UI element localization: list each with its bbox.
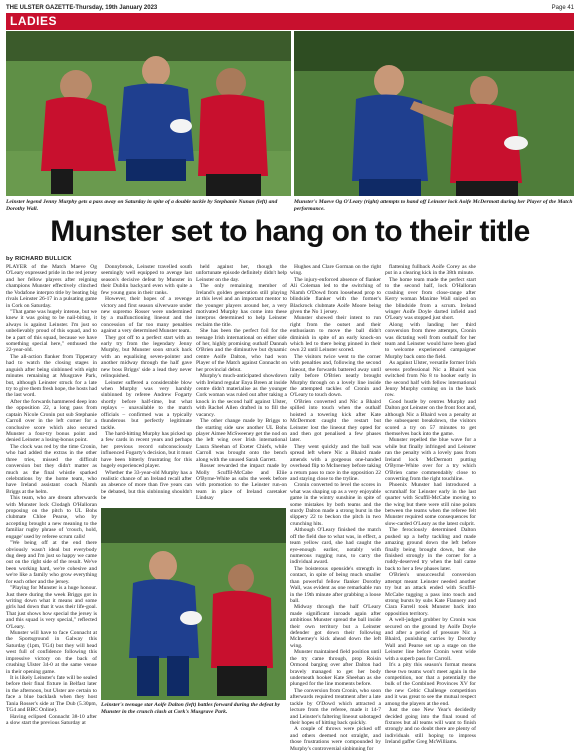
section-label: LADIES [10, 14, 58, 28]
article-paragraph: The clock was red by the time Cronin, who had added the extras in the other three tries, missed the difficult conversion but they didn't matter as much as the final whistle sparked celebrations by the home team, who have Ireland assistant coach Niamh Briggs at the helm. [6, 443, 97, 495]
article-paragraph: Just the one New Year's decidedly decided going into the final round of fixtures but all teams will want to finish strongly and no doubt there are plenty of individuals still hoping to impress Ireland gaffer Greg McWilliams. [385, 707, 476, 746]
article-paragraph: Having eclipsed Connacht 38-10 after a slow start the previous Saturday at [6, 713, 97, 726]
article-paragraph: The all-action flanker from Tipperary had to watch the closing stages in anguish after being sinbinned with eight minutes remaining at Musgrave Park, but, although Leinster struck for a late try to give them fresh hope, the hosts had the last word. [6, 353, 97, 399]
article-paragraph: The hard-hitting Murphy has picked up a few cards in recent years and perhaps her previous record subconsciously influenced Fogarty's decision, but it must have been bitterly frustrating for this hugely experienced player. [101, 430, 192, 470]
section-bar [6, 13, 574, 30]
article-column-3 [196, 264, 287, 506]
article-paragraph: The boisterous openside's strength in contact, in spite of being much smaller than powerful fellow flanker Dorothy Wall, was evident as one remarkable run in the 19th minute after grabbing a loose ball. [290, 565, 381, 604]
article-paragraph: Along with landing her third conversion from three attempts, Cronin was dictating well from outhalf for her team and Leinster would have been glad to welcome experienced campaigner Murphy back onto the field. [385, 321, 476, 360]
article-paragraph: O'Brien converted and Nic a Bhaird spilled into touch when the outhalf hoisted a towering kick after Kate McDermott caught the restart but Leinster lost the lineout they opted for and then got penalised a few phases later. [290, 398, 381, 444]
article-paragraph: Leinster suffered a considerable blow when Murphy was very harshly sinbinned by referee Andrew Fogarty shortly before half-time, but what replays – unavailable to the match officials – confirmed was a typically thunderous but perfectly legitimate tackle. [101, 379, 192, 431]
article-paragraph: They got off to a perfect start with an early try from the legendary Jenny Murphy, but Munster soon struck back with an equalising seven-pointer and another midway through the half gave new boss Briggs' side a lead they never relinquished. [101, 334, 192, 380]
byline: by RICHARD BULLICK [6, 256, 72, 262]
photo-caption-right: Munster's Maeve Og O'Leary (right) attempts to hand off Leinster lock Aoife McDermott during her Player of the Match performance. [294, 199, 573, 212]
article-paragraph: "Playing for Munster is a huge honour. Just there during the week Briggs got in writing down what it means and some girls had down that it was their life-goal. That just shows how special the jersey is and this squad is very special," reflected O'Leary. [6, 585, 97, 630]
rugby-tackle-photo-icon [6, 31, 291, 196]
article-paragraph: Hughes and Clare Gorman on the right wing. [290, 264, 381, 277]
article-paragraph: They went quickly and the ball was spread left where Nic a Bhaird made amends with a gorgeous one-handed overhead flip to McInerney before taking a return pass to race in the opposition 22 and staying close to the tryline. [290, 443, 381, 482]
article-paragraph: The visitors twice went to the corner with penalties and, following the second lineout, the forwards battered away until rally before O'Brien neatly brought Murphy through on a lovely line inside the attempted tackles of Cronin and O'Leary to touch down. [290, 353, 381, 399]
article-paragraph: The ferociously determined Dalton pushed up a hefty tackling and made amazing ground down the left before finally being brought down, but she finished strongly in the corner for a ruddy-deserved try when the ball came back to her a few phases later. [385, 527, 476, 572]
photo-caption-left: Leinster legend Jenny Murphy gets a pass away on Saturday in spite of a double tackle by Stephanie Nunan (left) and Dorothy Wall. [6, 199, 278, 212]
article-paragraph: Donnybrook, Leinster travelled south seemingly well equipped to avenge last season's decisive defeat by Munster in their Dublin backyard even with quite a few young guns in their ranks. [101, 264, 192, 296]
article-paragraph: A couple of throws were picked off and others deemed not straight, and those frustrations were compounded by Murphy's controversial sinbinning for [290, 726, 381, 752]
article-paragraph: Murphy's much-anticipated showdown with Ireland regular Enya Breen at inside centre didn't materialise as the younger Cork woman was ruled out after taking a knock in the second half against Ulster, with Rachel Allen drafted in to fill the vacancy. [196, 373, 287, 418]
article-paragraph: The only remaining member of Ireland's golden generation still playing at this level and an important mentor to the younger players around her, a very motivated Murphy has come into these interpros determined to help Leinster reclaim the title. [196, 283, 287, 328]
article-paragraph: It's a pity this season's format means these two teams won't meet again in the competition, nor that a potentially the bulk of the Combined Provinces XV for the new Celtic Challenge competition and it was great to see the mutual respect among the players at the end. [385, 662, 476, 707]
article-column-2 [101, 264, 192, 506]
article-paragraph: The other change made by Briggs to the starting side saw another UL Bohs player Aimee McSweeney get the nod on the left wing over Irish international Laura Sheehan of Exeter Chiefs, while Carroll was brought onto the bench along with the unused Sarah Garrett. [196, 418, 287, 463]
masthead [6, 4, 574, 13]
article-paragraph: "That game was hugely intense, but we knew it was going to be nail-biting, it always is against Leinster. I'm just so unbelievably proud of this squad, and to be a part of this squad, because we have something special here," enthused the 22-year-old. [6, 308, 97, 354]
article-paragraph: Midway through the half O'Leary made significant inroads again after ambitious Munster spread the ball inside their own territory but a Leinster defender got down their following McInerney's kick ahead down the left wing. [290, 604, 381, 649]
article-paragraph: She has been the perfect foil for the teenage Irish international on either side of her, highly promising outhalf Dannah O'Brien and the diminutive but dynamic centre Aoife Dalton, who had won Player of the Match against Connacht on her provincial debut. [196, 328, 287, 373]
article-paragraph: The home team made the perfect start to the second half, lock O'Halloran crashing over from close-range after Kerry woman Maxime Wall sniped on the blindside from a scrum. Ireland winger Aoife Doyle darted infield and O'Leary was stopped just short. [385, 276, 476, 322]
rugby-hand-off-photo-icon [294, 31, 574, 196]
article-column-6 [480, 264, 574, 732]
article-paragraph: Munster maintained field position until the try came through, prop Roisin Ormond barging over after Dalton had bravely managed to get her body underneath hooker Kate Sheehan as she plunged for the line moments before. [290, 649, 381, 688]
article-paragraph: O'Brien's unsuccessful conversion attempt meant Leinster needed another try but an attack ended with Scuffil-McCabe tugging a pass into touch and strong bursts by subs Kate Flannery and Ciara Farrell took Munster back into opposition territory. [385, 572, 476, 617]
article-paragraph: Rosser rewarded the impact made by Molly Scuffil-McCabe and Eliie O'Byrne-White as subs the week before with promotion to the Leinster run-on team in place of Ireland caretaker Lindsay [196, 463, 287, 502]
article-paragraph: Munster will have to face Connacht at the Sportsground in Galway this Saturday (1pm, TG4) but they will head west full of confidence following this impressive victory on the back of crushing Ulster 34-0 at the same venue in their opening game. [6, 630, 97, 675]
article-paragraph: Munster showed their intent to run right from the outset and their enthusiasm to move the ball didn't diminish in spite of an early knock-on which led to there being pinned in their own 22 until Leinster scored. [290, 315, 381, 354]
article-paragraph: held against her, though the unfortunate episode definitely didn't help Leinster on the day. [196, 264, 287, 283]
article-column-1 [6, 264, 97, 732]
article-paragraph: PLAYER of the Match Maeve Og O'Leary expressed pride in the red jersey and her fellow players after reigning champions Munster effectively clinched the Vodafone interpro title by beating big rivals Leinster 26-17 in a pulsating game in Cork on Saturday. [6, 264, 97, 309]
article-paragraph: A well-judged grubber by Cronin was secured on the ground by Aoife Doyle and after a period of pressure Nic a Bhaird, punishing carries by Dorothy Wall and Pearse set up a stage on the Leinster line before Cronin went wide with a superb pass for Carroll. [385, 617, 476, 662]
article-paragraph: After the forwards hammered deep into the opposition 22, a long pass from captain Nicole Cronin put sub Stephanie Carroll over in the left corner for a conclusive score which also secured Munster a four-try bonus point and denied Leinster a losing-bonus point. [6, 398, 97, 444]
rugby-carry-photo-icon [101, 508, 286, 700]
page-number: Page 41 [551, 5, 574, 11]
article-paragraph: Phoenix Munster had introduced a scrumhalf for Leinster early in the last quarter with Scuffil-McCabe moving to the wing but there were still nine points between the teams when the referee felt Munster required some consequences for slow-carded O'Leary as the latest culprit. [385, 482, 476, 527]
article-paragraph: It is likely Leinster's fate will be sealed before their final fixture in Belfast later in the afternoon, but Ulster are certain to face a blue backlash when they host Tania Rosser's side at The Dub (5.30pm, TG4 and BBC Online). [6, 675, 97, 714]
article-paragraph: Munster repelled the blue wave for a while but finally infringed and Leinster ran the penalty with a lovely pass from Ireland lock McDermott putting O'Byrne-White over for a try which O'Brien came commendably close to converting from the right touchline. [385, 437, 476, 482]
masthead-publication-date: THE ULSTER GAZETTE-Thursday, 19th January 2023 [6, 5, 158, 11]
article-paragraph: Good hustle by centres Murphy and Dalton got Leinster on the front foot and, although Nic a Bhaird won a penalty at the subsequent breakdown, the visitors scored a try on 57 minutes to get themselves back into the game. [385, 398, 476, 437]
headline: Munster set to hang on to their title [50, 215, 530, 248]
article-paragraph: Whether the 33-year-old Murphy has a realistic chance of an Ireland recall after an absence of more than five years can be debated, but this sinbinning shouldn't be [101, 469, 192, 502]
article-paragraph: The conversion from Cronin, who soon afterwards required treatment after a late tackle by O'Dowd which attracted a lecture from the referee, made it 14-7 and Leinster's faltering lineout sabotaged their hopes of hitting back quickly. [290, 687, 381, 726]
article-paragraph: However, their hopes of a revenge victory and first season silverware under new supremo Rosser were undermined by a malfunctioning lineout and the concession of far too many penalties against a very determined Munster team. [101, 296, 192, 335]
photo-caption-bottom: Leinster's teenage star Aoife Dalton (left) battles forward during the defeat by Munster in the crunch clash at Cork's Musgrave Park. [101, 702, 280, 715]
article-paragraph: As against Ulster, versatile former Irish sevens professional Nic a Bhaird was switched from No 8 to hooker early in the second half with fellow international Jenny Murphy coming on in the back row. [385, 360, 476, 399]
article-paragraph: This team, who are dream afterwards with Munster lock Clodagh O'Halloran proposing on the pitch to UL Bohs clubmate Chloe Pearse, who by accepting brought a new meaning to the familiar rugby phrase of 'crouch, hold, engage' used by referee scrum calls! [6, 495, 97, 540]
article-column-4 [290, 264, 381, 752]
article-paragraph: Cronin converted to level the scores in what was shaping up as a very enjoyable game in the wintry sunshine in spite of some mistakes by both teams and the sturdy Dalton made a strong burst in the slippery 22 to beckon the pitch in two crunching hits. [290, 482, 381, 527]
article-paragraph: The injury-enforced absence of flanker Ali Coleman led to the switching of Niamh O'Dowd from loosehead prop to blindside flanker with the former's Blackrock clubmate Aoife Moore being given the No 1 jersey. [290, 276, 381, 315]
article-paragraph: Although O'Leary finished the match off the field due to what was, in effect, a team yellow card, she had caught the eye-enough earlier, notably with numerous rugging runs, to carry the individual award. [290, 527, 381, 566]
article-paragraph: "We being off at the end there obviously wasn't ideal but everybody dug deep and I'm just so happy we came out on the right side of the result. We've been working hard, we're cohesive and we're like a family who grow everything for each other and the jersey. [6, 540, 97, 585]
article-paragraph: flattening fullback Aoife Corey as she put in a clearing kick in the 38th minute. [385, 264, 476, 277]
article-column-5 [385, 264, 476, 746]
